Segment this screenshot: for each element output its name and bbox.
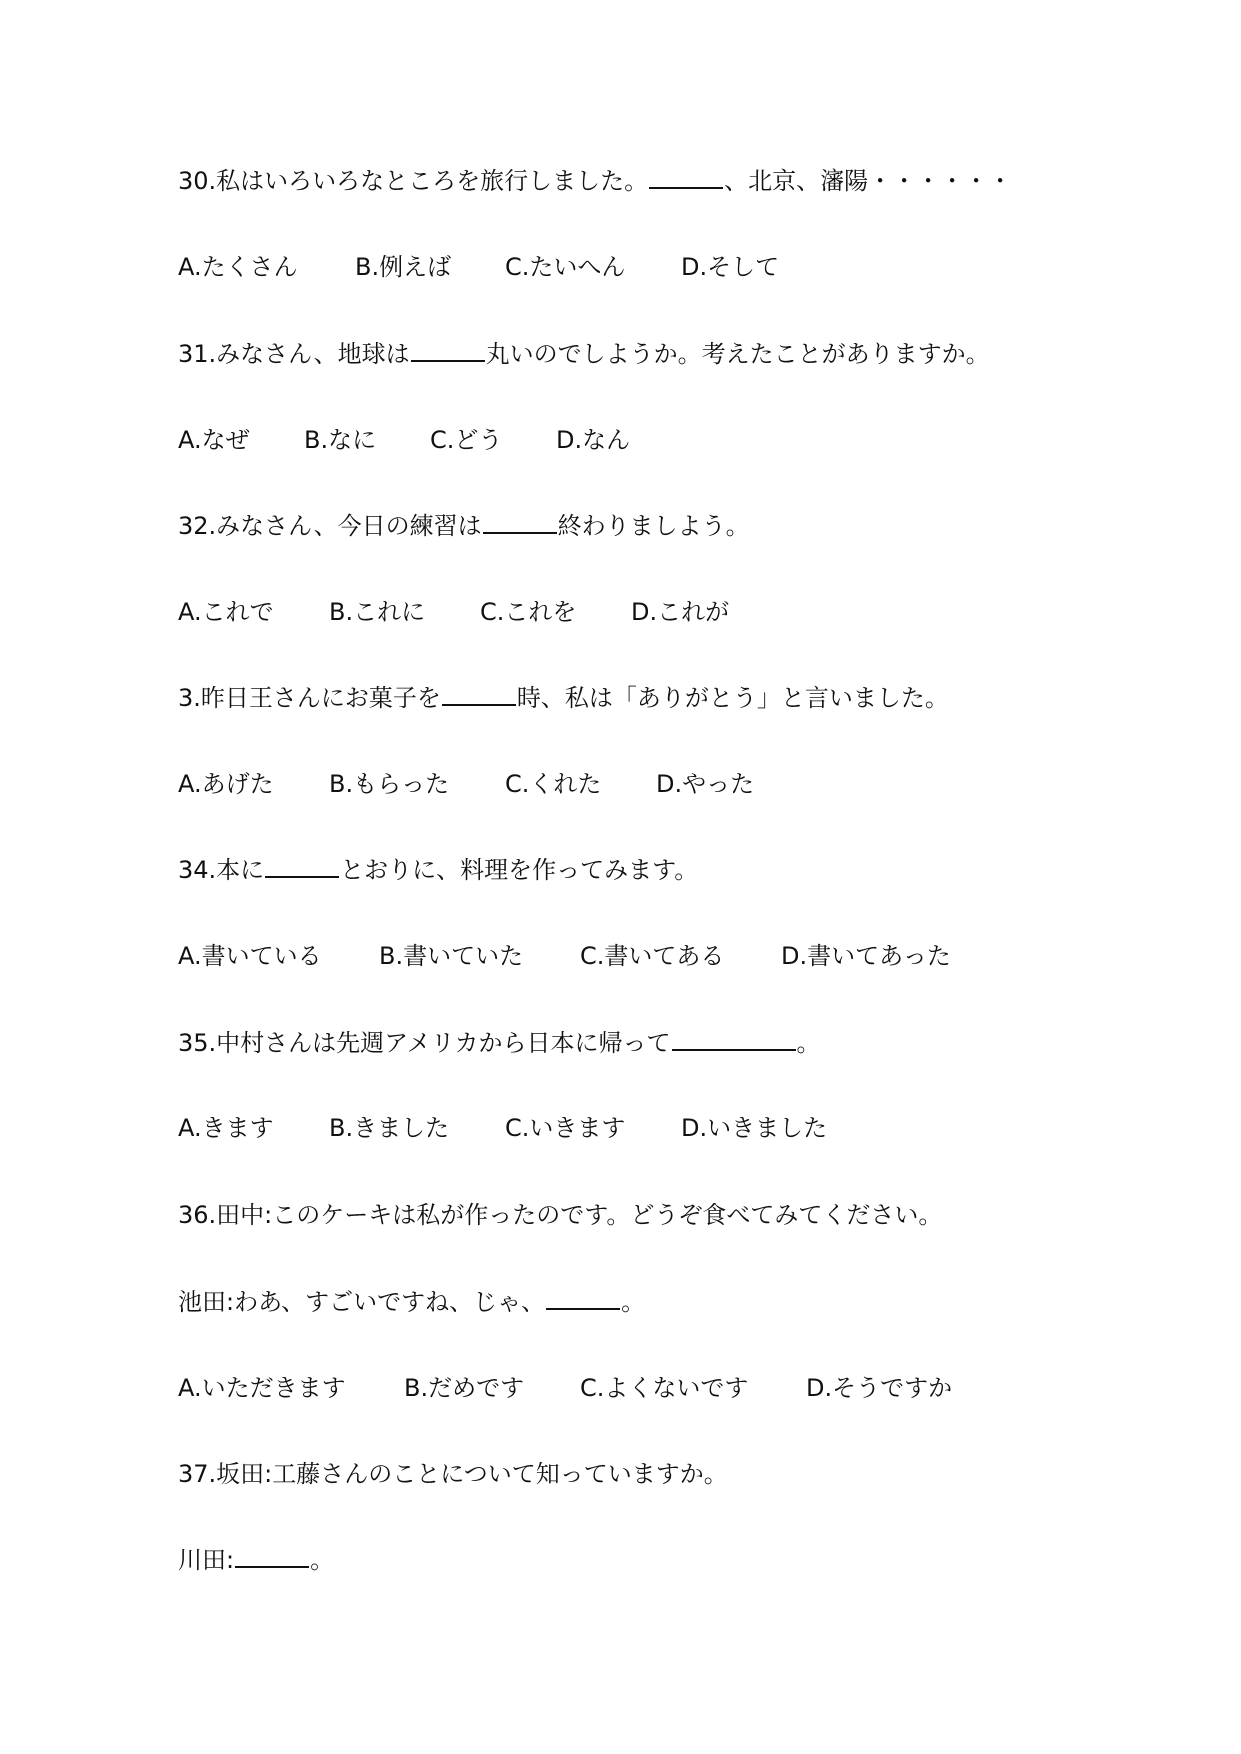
reply-text-after: 。 <box>310 1546 335 1574</box>
question-30-stem <box>178 166 1012 196</box>
option-d: D.書いてあった <box>781 942 951 970</box>
option-c: C.どう <box>430 426 503 454</box>
stem-text-after: 時、私は「ありがとう」と言いました。 <box>516 684 949 712</box>
question-31-options <box>178 425 630 455</box>
question-34-stem <box>178 855 698 885</box>
question-32-options <box>178 597 729 627</box>
answer-blank <box>546 1307 620 1310</box>
stem-text-before: 30.私はいろいろなところを旅行しました。 <box>178 167 649 195</box>
answer-blank <box>411 359 485 362</box>
stem-text-after: 終わりましよう。 <box>557 512 750 540</box>
question-36-options <box>178 1373 952 1403</box>
stem-text-before: 32.みなさん、今日の練習は <box>178 512 482 540</box>
option-a: A.きます <box>178 1114 274 1142</box>
question-33-options <box>178 769 754 799</box>
stem-text-after: とおりに、料理を作ってみます。 <box>340 856 699 884</box>
option-b: B.もらった <box>329 770 450 798</box>
answer-blank <box>235 1565 309 1568</box>
option-d: D.そうですか <box>806 1374 953 1402</box>
reply-text-before: 川田: <box>178 1546 235 1574</box>
option-a: A.なぜ <box>178 426 250 454</box>
option-d: D.なん <box>556 426 631 454</box>
option-d: D.いきました <box>681 1114 828 1142</box>
question-35-stem <box>178 1028 821 1058</box>
question-37-stem <box>178 1459 728 1489</box>
question-37-reply <box>178 1545 334 1575</box>
answer-blank <box>649 186 723 189</box>
answer-blank <box>483 531 557 534</box>
question-30-options <box>178 252 779 282</box>
reply-text-before: 池田:わあ、すごいですね、じゃ、 <box>178 1288 546 1316</box>
option-a: A.書いている <box>178 942 322 970</box>
stem-text-before: 35.中村さんは先週アメリカから日本に帰って <box>178 1029 671 1057</box>
option-a: A.いただきます <box>178 1374 346 1402</box>
option-c: C.いきます <box>505 1114 626 1142</box>
stem-text-after: 、北京、瀋陽・・・・・・ <box>724 167 1013 195</box>
option-a: A.あげた <box>178 770 274 798</box>
stem-text-before: 34.本に <box>178 856 265 884</box>
question-35-options <box>178 1113 827 1143</box>
option-c: C.くれた <box>505 770 602 798</box>
option-d: D.そして <box>681 253 780 281</box>
answer-blank <box>442 703 516 706</box>
option-b: B.なに <box>304 426 377 454</box>
stem-text: 36.田中:このケーキは私が作ったのです。どうぞ食べてみてください。 <box>178 1201 943 1229</box>
option-b: B.書いていた <box>379 942 524 970</box>
option-b: B.だめです <box>404 1374 525 1402</box>
answer-blank <box>265 875 339 878</box>
option-b: B.例えば <box>355 253 452 281</box>
question-33-stem <box>178 683 949 713</box>
question-36-stem <box>178 1200 942 1230</box>
stem-text-before: 31.みなさん、地球は <box>178 340 410 368</box>
option-c: C.よくないです <box>580 1374 749 1402</box>
option-d: D.やった <box>656 770 755 798</box>
question-36-reply <box>178 1287 645 1317</box>
question-31-stem <box>178 339 990 369</box>
option-c: C.これを <box>480 598 577 626</box>
stem-text-before: 3.昨日王さんにお菓子を <box>178 684 441 712</box>
option-d: D.これが <box>631 598 730 626</box>
question-34-options <box>178 941 951 971</box>
option-c: C.たいへん <box>505 253 626 281</box>
option-a: A.これで <box>178 598 274 626</box>
stem-text-after: 丸いのでしようか。考えたことがありますか。 <box>485 340 990 368</box>
reply-text-after: 。 <box>621 1288 646 1316</box>
stem-text: 37.坂田:工藤さんのことについて知っていますか。 <box>178 1460 728 1488</box>
option-c: C.書いてある <box>580 942 725 970</box>
option-b: B.きました <box>329 1114 450 1142</box>
question-32-stem <box>178 511 750 541</box>
option-a: A.たくさん <box>178 253 298 281</box>
stem-text-after: 。 <box>796 1029 821 1057</box>
answer-blank <box>672 1048 796 1051</box>
option-b: B.これに <box>329 598 426 626</box>
